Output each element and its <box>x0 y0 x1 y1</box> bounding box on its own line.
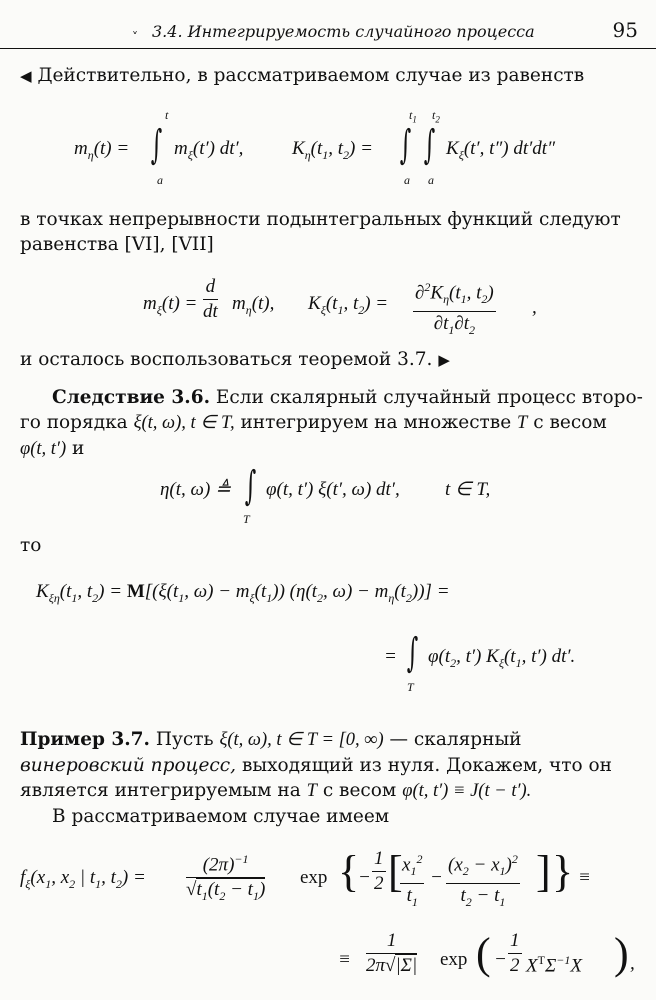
corollary-text: Если скалярный случайный процесс второ- <box>215 387 643 408</box>
page-number: 95 <box>612 18 638 42</box>
header-tick: ˅ <box>132 30 138 44</box>
running-title: 3.4. Интегрируемость случайного процесса <box>152 22 535 41</box>
page-header <box>0 12 656 49</box>
example-line: является интегрируемым на T с весом φ(t, t′) ≡ J(t − t′). <box>20 780 532 801</box>
text-line <box>20 64 584 88</box>
example-title: Пример 3.7. <box>20 729 150 750</box>
proof-start-marker: ◀ <box>20 67 32 85</box>
paragraph-text: и осталось воспользоваться теоремой 3.7. <box>20 349 433 370</box>
corollary-line: го порядка ξ(t, ω), t ∈ T, интегрируем на множестве T с весом <box>20 412 607 433</box>
text-line: равенства [VI], [VII] <box>20 234 214 255</box>
example-line: винеровский процесс, выходящий из нуля. Докажем, что он <box>20 755 612 776</box>
corollary-line: φ(t, t′) и <box>20 438 85 459</box>
text-line <box>20 348 450 372</box>
text-line: в точках непрерывности подынтегральных функций следуют <box>20 209 621 230</box>
proof-end-marker: ▶ <box>438 351 450 369</box>
paragraph-text: Действительно, в рассматриваемом случае из равенств <box>37 65 585 86</box>
text-line: то <box>20 535 42 556</box>
corollary-line <box>52 386 643 410</box>
corollary-title: Следствие 3.6. <box>52 387 211 408</box>
example-line: Пример 3.7. Пусть ξ(t, ω), t ∈ T = [0, ∞) — скалярный <box>20 729 522 750</box>
example-line: В рассматриваемом случае имеем <box>52 806 390 827</box>
